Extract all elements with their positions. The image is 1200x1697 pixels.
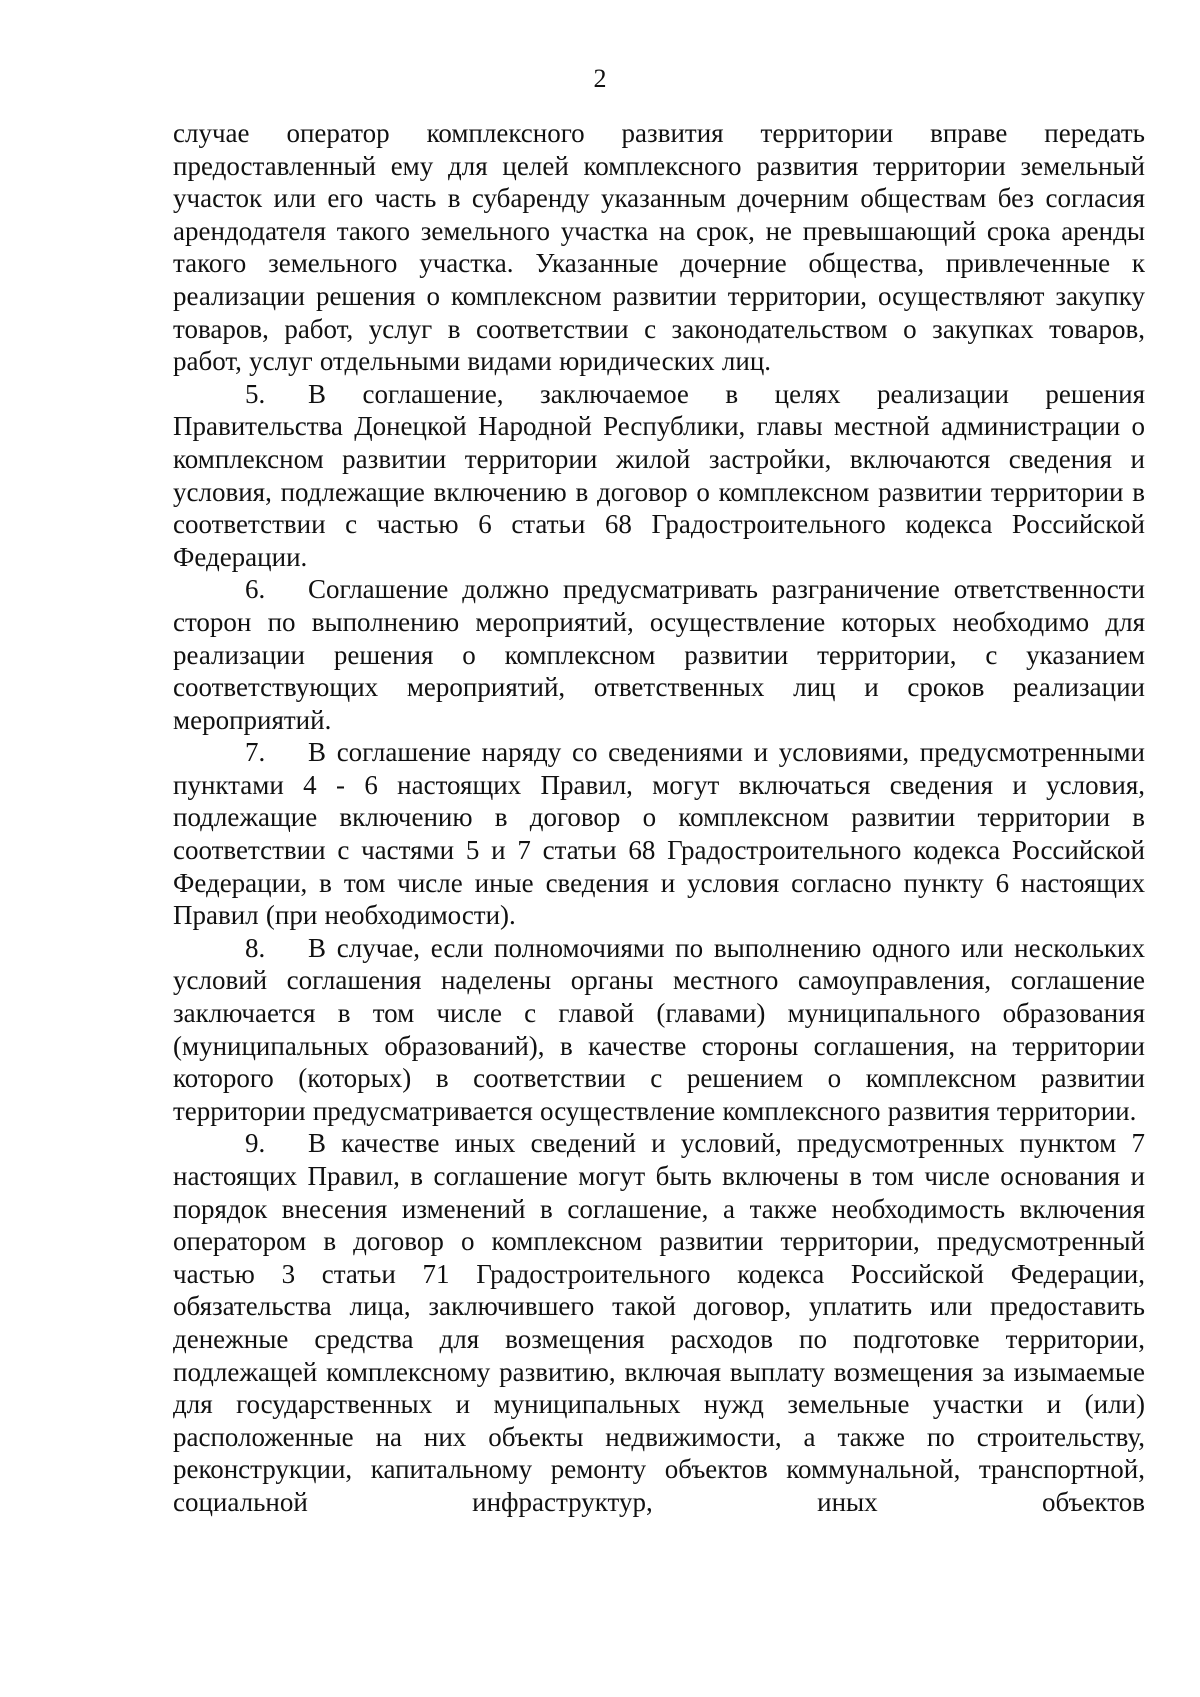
page-number: 2	[593, 64, 607, 93]
paragraph-text: В соглашение, заключаемое в целях реализации решения Правительства Донецкой Народной Республики, главы местной администрации о комплексном развитии территории жилой застройки, включаются сведения и условия, подлежащие включению в договор о комплексном развитии территории в соответствии с частью 6 статьи 68 Градостроительного кодекса Российской Федерации.	[173, 378, 1145, 572]
paragraph-9	[173, 1127, 1145, 1518]
paragraph-number: 5.	[245, 378, 266, 409]
continuation-paragraph: случае оператор комплексного развития территории вправе передать предоставленный ему для целей комплексного развития территории земельный участок или его часть в субаренду указанным дочерним обществам без согласия арендодателя такого земельного участка на срок, не превышающий срока аренды такого земельного участка. Указанные дочерние общества, привлеченные к реализации решения о комплексном развитии территории, осуществляют закупку товаров, работ, услуг в соответствии с законодательством о закупках товаров, работ, услуг отдельными видами юридических лиц.	[173, 118, 1145, 377]
paragraph-5	[173, 378, 1145, 574]
paragraph-8	[173, 932, 1145, 1128]
paragraph-text: В соглашение наряду со сведениями и условиями, предусмотренными пунктами 4 - 6 настоящих Правил, могут включаться сведения и условия, подлежащие включению в договор о комплексном развитии территории в соответствии с частями 5 и 7 статьи 68 Градостроительного кодекса Российской Федерации, в том числе иные сведения и условия согласно пункту 6 настоящих Правил (при необходимости).	[173, 737, 1145, 931]
paragraph-text: В качестве иных сведений и условий, предусмотренных пунктом 7 настоящих Правил, в соглашение могут быть включены в том числе основания и порядок внесения изменений в соглашение, а также необходимость включения оператором в договор о комплексном развитии территории, предусмотренный частью 3 статьи 71 Градостроительного кодекса Российской Федерации, обязательства лица, заключившего такой договор, уплатить или предоставить денежные средства для возмещения расходов по подготовке территории, подлежащей комплексному развитию, включая выплату возмещения за изымаемые для государственных и муниципальных нужд земельные участки и (или) расположенные на них объекты недвижимости, а также по строительству, реконструкции, капитальному ремонту объектов коммунальной, транспортной, социальной инфраструктур, иных объектов	[173, 1128, 1145, 1517]
paragraph-7	[173, 736, 1145, 932]
paragraph-number: 8.	[245, 932, 266, 963]
document-body	[173, 117, 1145, 1519]
paragraph-text: В случае, если полномочиями по выполнению одного или нескольких условий соглашения наделены органы местного самоуправления, соглашение заключается в том числе с главой (главами) муниципального образования (муниципальных образований), в качестве стороны соглашения, на территории которого (которых) в соответствии с решением о комплексном развитии территории предусматривается осуществление комплексного развития территории.	[173, 932, 1145, 1126]
paragraph-text: Соглашение должно предусматривать разграничение ответственности сторон по выполнению мероприятий, осуществление которых необходимо для реализации решения о комплексном развитии территории, с указанием соответствующих мероприятий, ответственных лиц и сроков реализации мероприятий.	[173, 574, 1145, 735]
paragraph-number: 7.	[245, 737, 266, 768]
paragraph-number: 6.	[245, 574, 266, 605]
paragraph-6	[173, 573, 1145, 736]
paragraph-number: 9.	[245, 1128, 266, 1159]
